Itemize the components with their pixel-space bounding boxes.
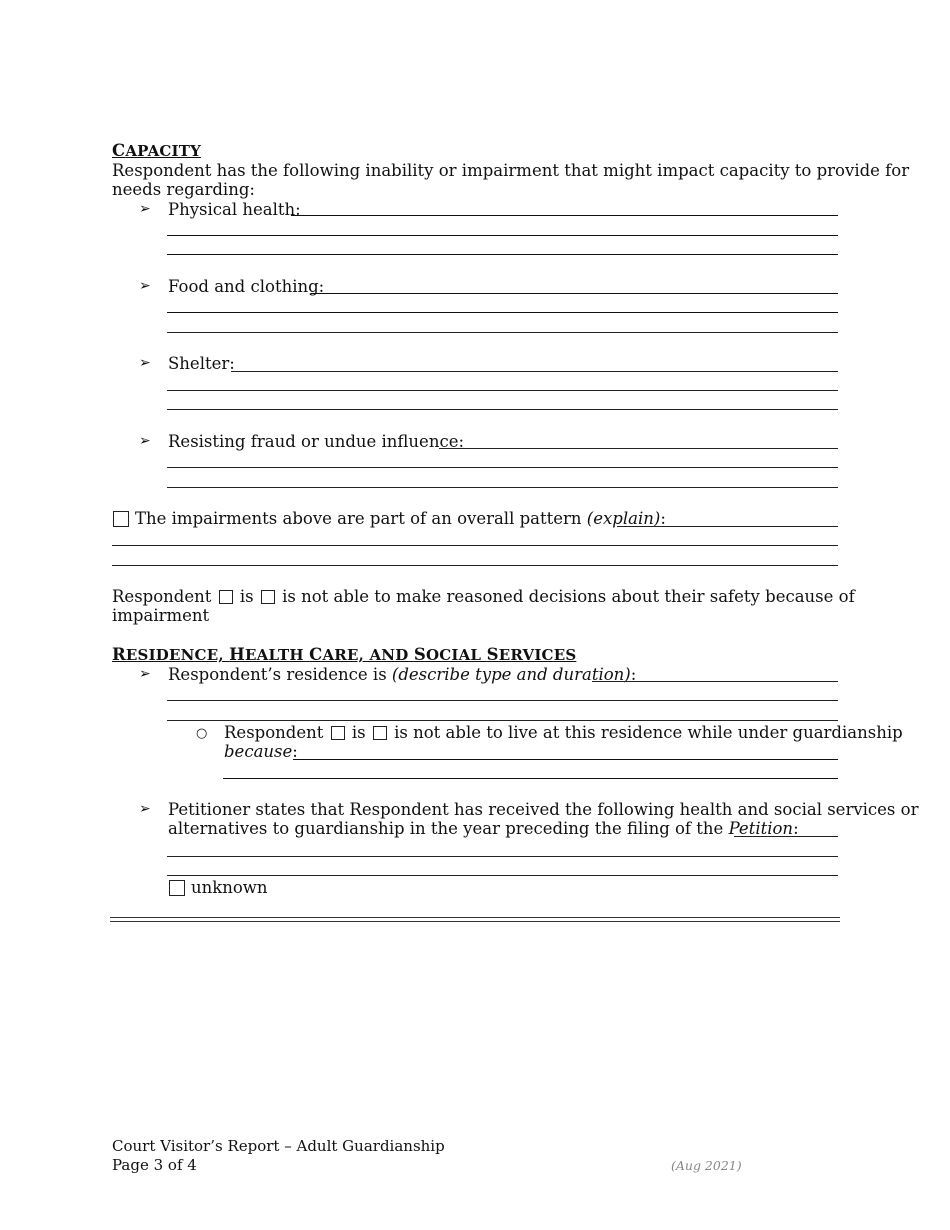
unknown-checkbox[interactable]	[169, 880, 185, 896]
live-at-residence-statement	[224, 723, 903, 742]
pattern-checkbox[interactable]	[113, 511, 129, 527]
decision-statement	[112, 587, 855, 606]
decision-is-checkbox[interactable]	[219, 590, 233, 604]
heading-initial: R	[112, 645, 126, 664]
resisting-fraud-field[interactable]	[439, 448, 838, 449]
decision-rest: is not able to make reasoned decisions about their safety because of	[282, 587, 855, 606]
heading-rest: APACITY	[125, 142, 202, 160]
food-clothing-field-line3[interactable]	[167, 332, 838, 333]
food-clothing-field[interactable]	[311, 293, 838, 294]
decision-respondent: Respondent	[112, 587, 212, 606]
petitioner-colon: :	[793, 819, 799, 838]
resisting-fraud-label: Resisting fraud or undue influence:	[168, 432, 465, 451]
heading-rest: EALTH	[244, 646, 310, 664]
pattern-explain: (explain)	[586, 509, 661, 528]
residence-heading	[112, 645, 576, 664]
arrowhead-bullet-icon: ➢	[139, 278, 151, 294]
food-clothing-field-line2[interactable]	[167, 312, 838, 313]
arrowhead-bullet-icon: ➢	[139, 201, 151, 217]
services-field-line3[interactable]	[167, 875, 838, 876]
live-is-checkbox[interactable]	[331, 726, 345, 740]
resisting-fraud-field-line2[interactable]	[167, 467, 838, 468]
food-clothing-label: Food and clothing:	[168, 277, 325, 296]
pattern-colon: :	[660, 509, 666, 528]
because-field-line2[interactable]	[223, 778, 838, 779]
pattern-label	[135, 509, 666, 528]
because-colon: :	[292, 742, 298, 761]
footer-page-number: Page 3 of 4	[112, 1156, 197, 1174]
heading-rest: ESIDENCE,	[125, 646, 230, 664]
capacity-intro-line2: needs regarding:	[112, 180, 255, 199]
because-field[interactable]	[293, 759, 838, 760]
residence-field[interactable]	[592, 681, 838, 682]
services-field-line2[interactable]	[167, 856, 838, 857]
because-italic: because	[224, 742, 293, 761]
live-is-not-checkbox[interactable]	[373, 726, 387, 740]
heading-initial: S	[413, 645, 426, 664]
capacity-heading	[112, 141, 201, 160]
shelter-label: Shelter:	[168, 354, 235, 373]
section-divider	[110, 917, 840, 922]
residence-field-line2[interactable]	[167, 700, 838, 701]
resisting-fraud-field-line3[interactable]	[167, 487, 838, 488]
heading-initial: C	[112, 141, 126, 160]
physical-health-label: Physical health:	[168, 200, 301, 219]
pattern-field[interactable]	[617, 526, 838, 527]
physical-health-field-line2[interactable]	[167, 235, 838, 236]
residence-colon: :	[630, 665, 637, 684]
physical-health-field[interactable]	[291, 215, 838, 216]
arrowhead-bullet-icon: ➢	[139, 355, 151, 371]
circle-bullet-icon: ○	[196, 726, 208, 741]
arrowhead-bullet-icon: ➢	[139, 433, 151, 449]
residence-label	[168, 665, 636, 684]
because-label	[224, 742, 298, 761]
footer-title: Court Visitor’s Report – Adult Guardianship	[112, 1137, 445, 1155]
heading-initial: H	[229, 645, 245, 664]
petitioner-line2	[168, 819, 799, 838]
arrowhead-bullet-icon: ➢	[139, 666, 151, 682]
sub-is: is	[351, 723, 366, 742]
services-field[interactable]	[734, 836, 838, 837]
residence-text: Respondent’s residence is	[168, 665, 392, 684]
pattern-field-line2[interactable]	[112, 545, 838, 546]
decision-is: is	[239, 587, 254, 606]
heading-initial: S	[486, 645, 499, 664]
residence-field-line3[interactable]	[167, 720, 838, 721]
petitioner-line1: Petitioner states that Respondent has received the following health and social services or	[168, 800, 919, 819]
capacity-intro-line1: Respondent has the following inability or impairment that might impact capacity to provide for	[112, 161, 910, 180]
heading-initial: C	[309, 645, 323, 664]
decision-is-not-checkbox[interactable]	[261, 590, 275, 604]
heading-rest: OCIAL	[425, 646, 487, 664]
shelter-field-line2[interactable]	[167, 390, 838, 391]
heading-rest: ARE, AND	[322, 646, 414, 664]
petitioner-text: alternatives to guardianship in the year preceding the filing of the	[168, 819, 729, 838]
petitioner-italic: Petition	[728, 819, 794, 838]
physical-health-field-line3[interactable]	[167, 254, 838, 255]
residence-italic: (describe type and duration)	[391, 665, 631, 684]
heading-rest: ERVICES	[498, 646, 577, 664]
pattern-field-line3[interactable]	[112, 565, 838, 566]
shelter-field[interactable]	[231, 371, 838, 372]
footer-revision-date: (Aug 2021)	[671, 1158, 742, 1173]
unknown-label: unknown	[191, 878, 268, 897]
sub-respondent: Respondent	[224, 723, 324, 742]
pattern-text: The impairments above are part of an overall pattern	[135, 509, 587, 528]
decision-line2: impairment	[112, 606, 210, 625]
sub-rest: is not able to live at this residence while under guardianship	[394, 723, 903, 742]
arrowhead-bullet-icon: ➢	[139, 801, 151, 817]
shelter-field-line3[interactable]	[167, 409, 838, 410]
